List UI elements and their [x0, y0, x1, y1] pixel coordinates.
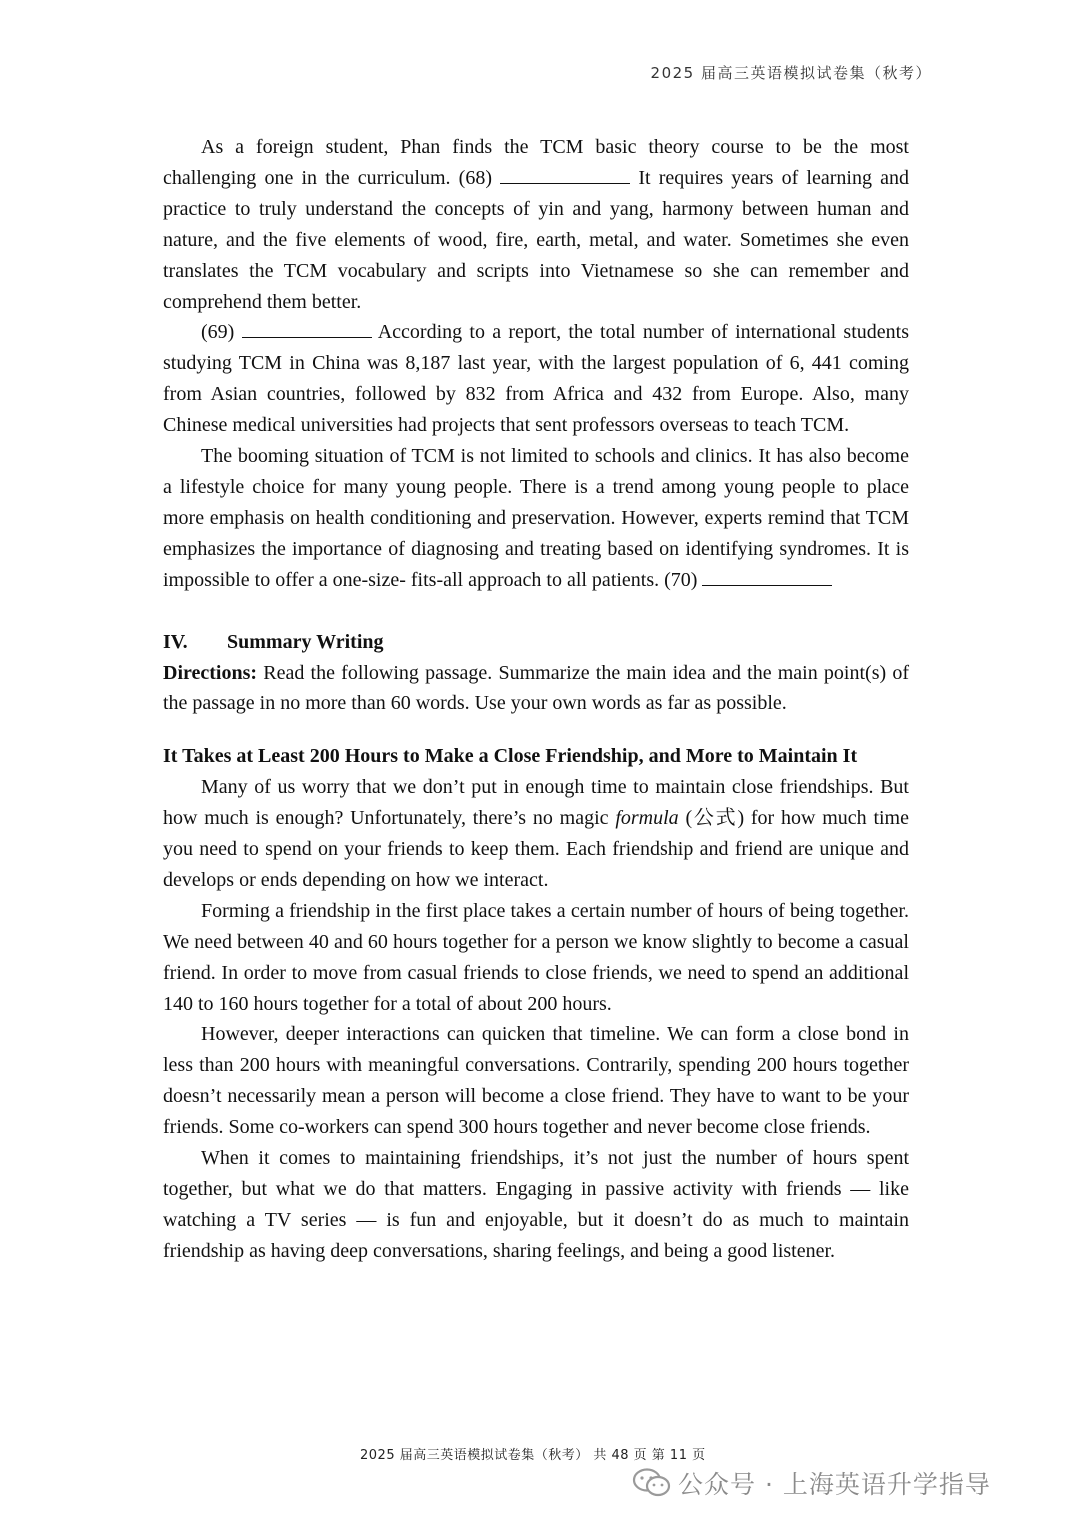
answer-blank-70[interactable] — [702, 567, 832, 586]
paragraph-text: (69) — [201, 321, 242, 344]
section-title: Summary Writing — [227, 630, 384, 653]
paragraph-text: for how much time you need to spend on your friends to keep them. Each friendship and friend are unique and develops or ends depending on how we interact. — [163, 807, 909, 891]
paragraph-text: Many of us worry that we don’t put in enough time to maintain close friendships. But how much is enough? Unfortunately, there’s no magic — [163, 776, 909, 830]
gloss-text: (公式) — [678, 807, 745, 830]
paragraph-text: As a foreign student, Phan finds the TCM basic theory course to be the most challenging one in the curriculum. (68) — [163, 136, 909, 189]
directions-text: Read the following passage. Summarize the main idea and the main point(s) of the passage in no more than 60 words. Use your own words as far as possible. — [163, 661, 909, 715]
header-title: 2025 届高三英语模拟试卷集（秋考） — [650, 64, 932, 82]
paragraph-text: According to a report, the total number of international students studying TCM in China was 8,187 last year, with the largest population of 6, 441 coming from Asian countries, followed by 832 from Africa and 432 from Europe. Also, many Chinese medical universities had projects that sent professors overseas to teach TCM. — [163, 321, 909, 437]
paragraph-text: It requires years of learning and practice to truly understand the concepts of yin and yang, harmony between human and nature, and the five elements of wood, fire, earth, metal, and water. Sometimes she even translates the TCM vocabulary and scripts into Vietnamese so she can remember and comprehend them better. — [163, 166, 909, 313]
answer-blank-69[interactable] — [242, 319, 372, 338]
watermark-text: 公众号 · 上海英语升学指导 — [678, 1470, 991, 1499]
italic-term: formula — [615, 807, 679, 830]
directions — [163, 658, 909, 720]
section-heading — [163, 627, 909, 658]
passage-paragraph-2: Forming a friendship in the first place takes a certain number of hours of being together. We need between 40 and 60 hours together for a person we know slightly to become a casual friend. In order to move from casual friends to close friends, we need to spend an additional 140 to 160 hours together for a total of about 200 hours. — [163, 899, 909, 1015]
passage-paragraph-1 — [163, 772, 909, 896]
paragraph-69 — [163, 317, 909, 441]
paragraph-68 — [163, 132, 909, 317]
section-number: IV. — [163, 630, 188, 653]
paragraph-70 — [163, 441, 909, 596]
passage-paragraph-3: However, deeper interactions can quicken that timeline. We can form a close bond in less than 200 hours with meaningful conversations. Contrarily, spending 200 hours together doesn’t necessarily mean a person will become a close friend. They have to want to be your friends. Some co-workers can spend 300 hours together and never become close friends. — [163, 1023, 909, 1139]
page-content — [163, 132, 909, 1267]
passage-paragraph-4: When it comes to maintaining friendships, it’s not just the number of hours spent together, but what we do that matters. Engaging in passive activity with friends — like watching a TV series — is fun and enjoyable, but it doesn’t do as much to maintain friendship as having deep conversations, sharing feelings, and being a good listener. — [163, 1147, 909, 1262]
page-footer: 2025 届高三英语模拟试卷集（秋考） 共 48 页 第 11 页 — [360, 1448, 706, 1463]
watermark — [632, 1465, 991, 1501]
answer-blank-68[interactable] — [500, 165, 630, 184]
wechat-icon — [632, 1467, 672, 1499]
directions-label: Directions: — [163, 661, 258, 684]
passage-title: It Takes at Least 200 Hours to Make a Close Friendship, and More to Maintain It — [163, 745, 858, 768]
paragraph-text: The booming situation of TCM is not limited to schools and clinics. It has also become a lifestyle choice for many young people. There is a trend among young people to place more emphasis on health conditioning and preservation. However, experts remind that TCM emphasizes the importance of diagnosing and treating based on identifying syndromes. It is impossible to offer a one-size- fits-all approach to all patients. (70) — [163, 445, 909, 591]
